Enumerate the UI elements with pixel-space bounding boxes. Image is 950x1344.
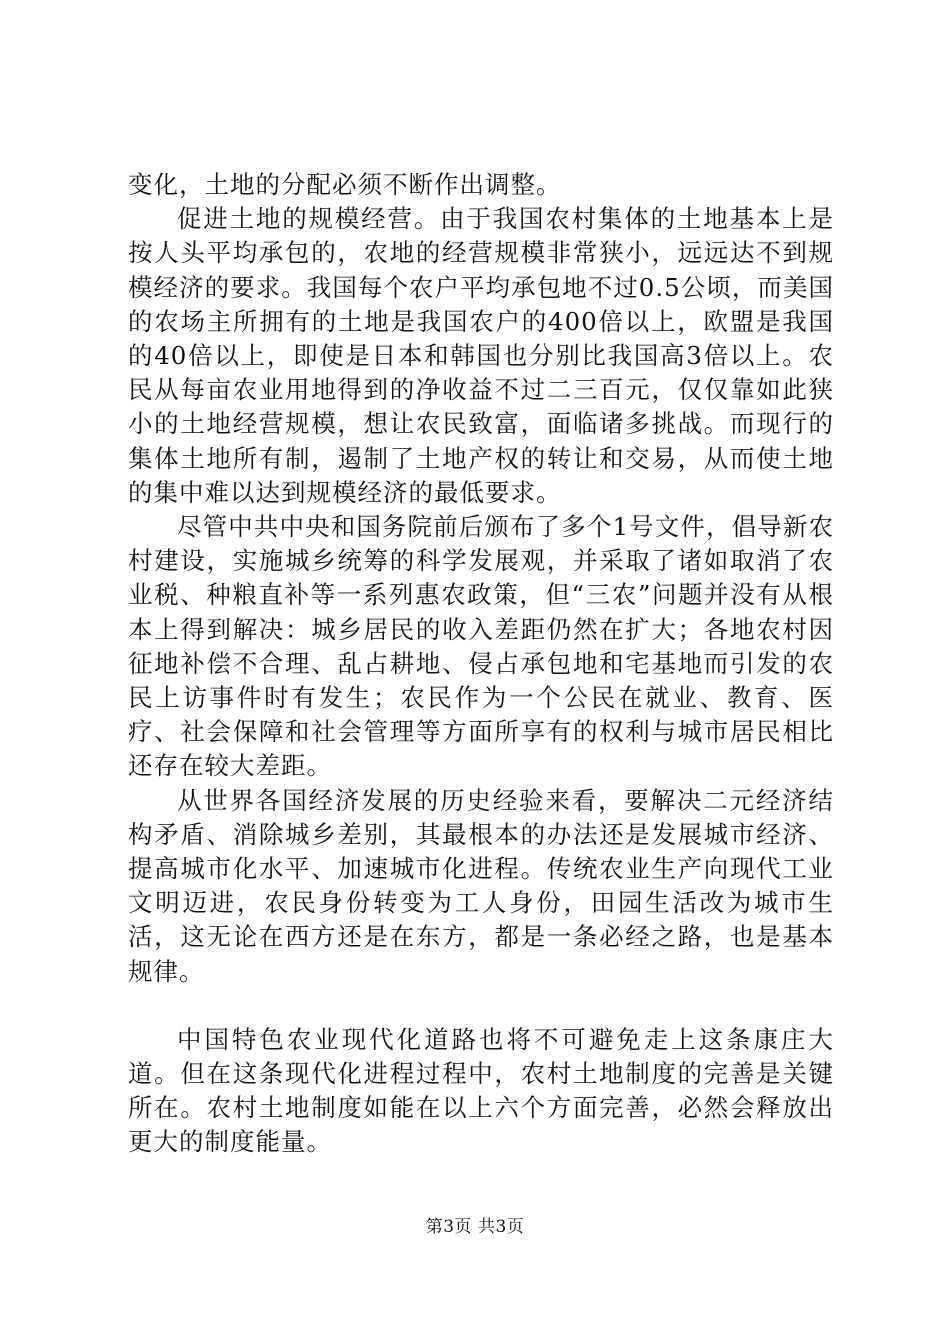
paragraph-conclusion: 中国特色农业现代化道路也将不可避免走上这条康庄大道。但在这条现代化进程过程中，农村土地制度的完善是关键所在。农村土地制度如能在以上六个方面完善，必然会释放出更大的制度能量。 (128, 1024, 834, 1157)
document-body (128, 168, 834, 1160)
paragraph-continuation: 变化，土地的分配必须不断作出调整。 (128, 170, 562, 199)
paragraph-spacer (128, 989, 834, 1023)
paragraph-land-scale: 促进土地的规模经营。由于我国农村集体的土地基本上是按人头平均承包的，农地的经营规模非常狭小，远远达不到规模经济的要求。我国每个农户平均承包地不过0.5公顷，而美国的农场主所拥有的土地是我国农户的400倍以上，欧盟是我国的40倍以上，即使是日本和韩国也分别比我国高3倍以上。农民从每亩农业用地得到的净收益不过二三百元，仅仅靠如此狭小的土地经营规模，想让农民致富，面临诸多挑战。而现行的集体土地所有制，遏制了土地产权的转让和交易，从而使土地的集中难以达到规模经济的最低要求。 (128, 204, 834, 507)
page-footer: 第3页 共3页 (425, 1217, 525, 1237)
paragraph-urbanization: 从世界各国经济发展的历史经验来看，要解决二元经济结构矛盾、消除城乡差别，其最根本的办法还是发展城市经济、提高城市化水平、加速城市化进程。传统农业生产向现代工业文明迈进，农民身份转变为工人身份，田园生活改为城市生活，这无论在西方还是在东方，都是一条必经之路，也是基本规律。 (128, 785, 834, 986)
paragraph-central-policy: 尽管中共中央和国务院前后颁布了多个1号文件，倡导新农村建设，实施城乡统筹的科学发展观，并采取了诸如取消了农业税、种粮直补等一系列惠农政策，但“三农”问题并没有从根本上得到解决：城乡居民的收入差距仍然在扩大；各地农村因征地补偿不合理、乱占耕地、侵占承包地和宅基地而引发的农民上访事件时有发生；农民作为一个公民在就业、教育、医疗、社会保障和社会管理等方面所享有的权利与城市居民相比还存在较大差距。 (128, 512, 834, 781)
